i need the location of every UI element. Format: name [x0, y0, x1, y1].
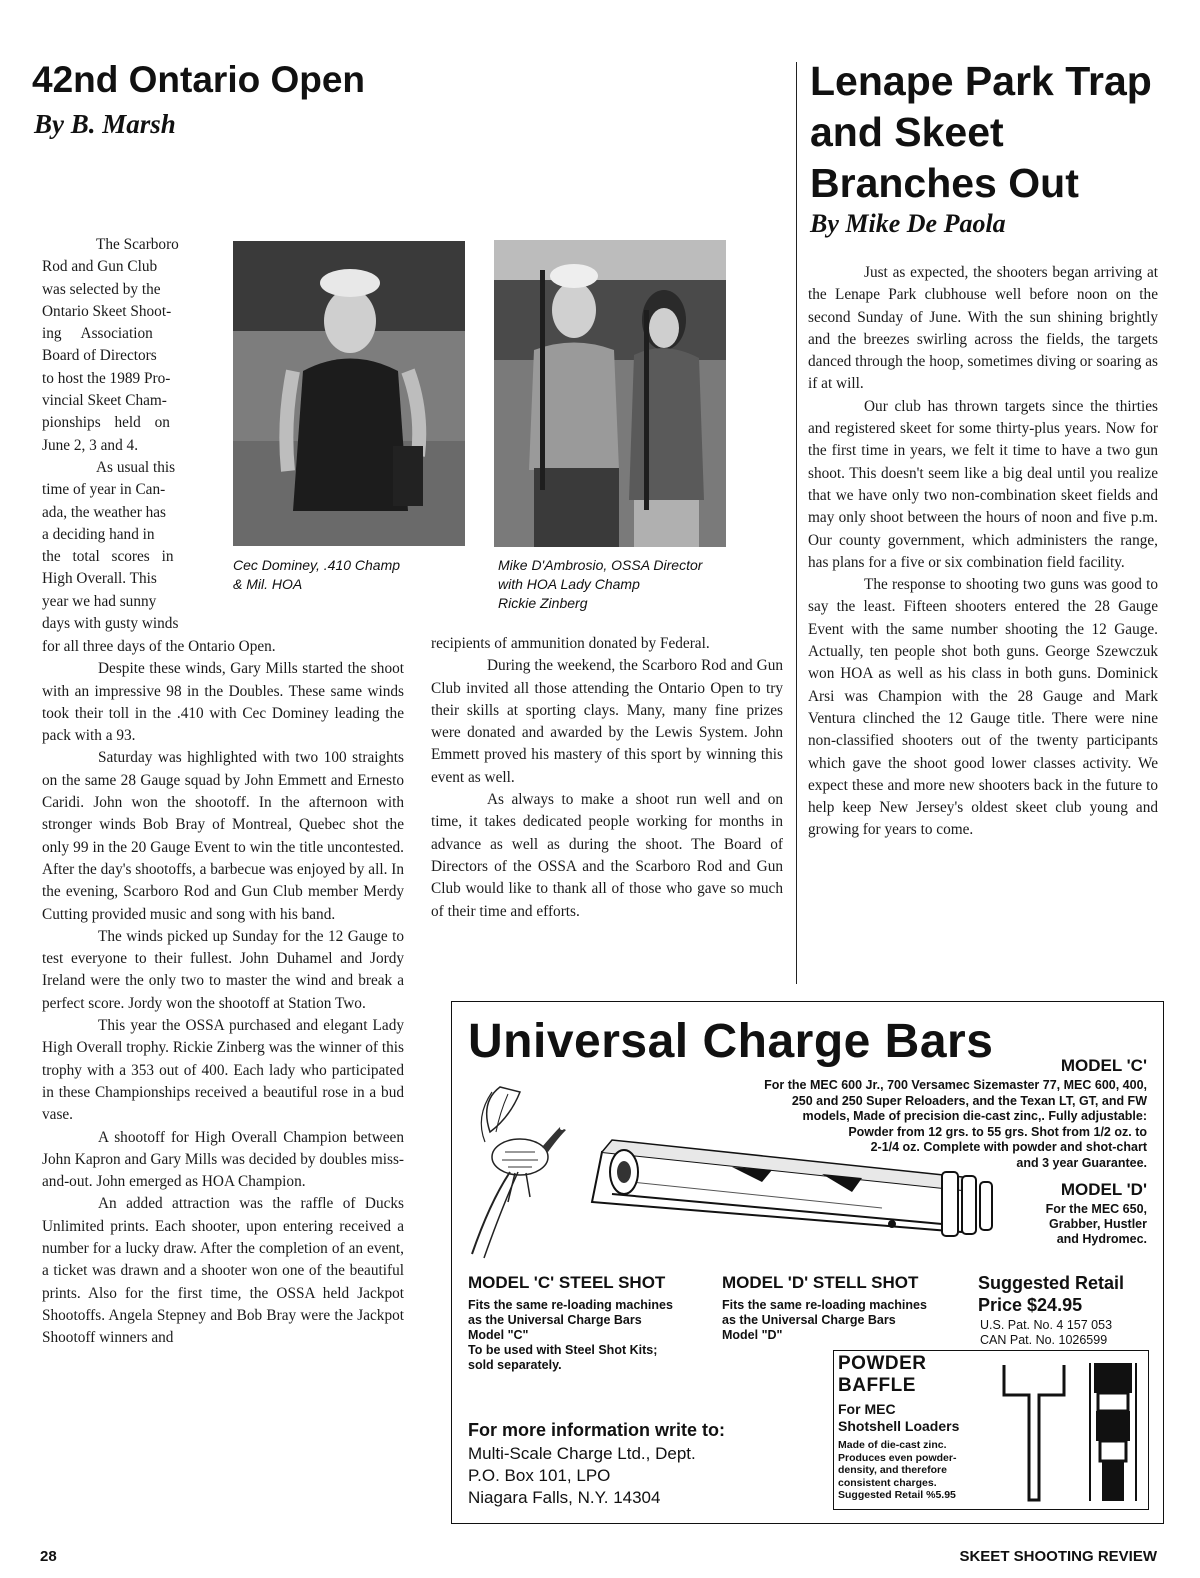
- steel-d-description: [722, 1298, 972, 1343]
- left-paragraph: The winds picked up Sunday for the 12 Gauge to test everyone to their fullest. John Duhamel and Jordy Ireland were the only two to master the wind and break a perfect score. Jordy won the shootoff at Station Two.: [42, 927, 404, 1012]
- patent-line: CAN Pat. No. 1026599: [980, 1333, 1108, 1347]
- pheasant-illustration: [460, 1072, 570, 1262]
- left-intro-column: [42, 234, 204, 635]
- model-c-line: models, Made of precision die-cast zinc,. Fully adjustable:: [802, 1109, 1147, 1123]
- caption-line: & Mil. HOA: [233, 576, 303, 592]
- model-c-heading: MODEL 'C': [1060, 1056, 1147, 1075]
- photo1-caption: [233, 556, 463, 594]
- baffle-sub-line: Shotshell Loaders: [838, 1418, 960, 1434]
- steel-d-line: Fits the same re-loading machines: [722, 1298, 927, 1312]
- right-headline-line: and Skeet: [810, 109, 1004, 155]
- retail-price: Price $24.95: [978, 1295, 1083, 1315]
- steel-d-heading: MODEL 'D' STELL SHOT: [722, 1273, 919, 1292]
- intro-line: to host the 1989 Pro-: [42, 369, 171, 387]
- middle-paragraph: As always to make a shoot run well and on time, it takes dedicated people working for months in advance as well as during the shoot. The Board of Directors of the OSSA and the Scarboro Rod and Gun Club would like to thank all of those who gave so much of their time and efforts.: [431, 791, 783, 920]
- steel-c-line: Fits the same re-loading machines: [468, 1298, 673, 1312]
- right-headline-line: Lenape Park Trap: [810, 58, 1152, 104]
- baffle-details: [838, 1439, 956, 1502]
- caption-line: Rickie Zinberg: [498, 595, 588, 611]
- model-d-line: and Hydromec.: [1056, 1232, 1147, 1246]
- advertisement-box: [451, 1001, 1164, 1524]
- intro-line: vincial Skeet Cham-: [42, 392, 167, 410]
- intro-line: High Overall. This: [42, 570, 157, 588]
- steel-c-line: To be used with Steel Shot Kits;: [468, 1343, 658, 1357]
- caption-line: with HOA Lady Champ: [498, 576, 640, 592]
- left-paragraph: A shootoff for High Overall Champion between John Kapron and Gary Mills was decided by doubles miss-and-out. John emerged as HOA Champion.: [42, 1128, 404, 1191]
- intro-line: ing Association: [42, 325, 153, 343]
- intro-line: Ontario Skeet Shoot-: [42, 302, 172, 320]
- photo-cec-dominey: [233, 241, 465, 546]
- caption-line: Mike D'Ambrosio, OSSA Director: [498, 557, 703, 573]
- info-line: Niagara Falls, N.Y. 14304: [468, 1488, 661, 1507]
- baffle-small-line: Made of die-cast zinc.: [838, 1439, 947, 1451]
- intro-line: a deciding hand in: [42, 525, 155, 543]
- intro-line: ada, the weather has: [42, 503, 167, 521]
- caption-line: Cec Dominey, .410 Champ: [233, 557, 401, 573]
- baffle-title-line: POWDER: [838, 1353, 927, 1374]
- right-column: [808, 262, 1158, 842]
- model-d-description: [987, 1202, 1147, 1247]
- steel-d-line: Model "D": [722, 1328, 783, 1342]
- patent-numbers: [980, 1318, 1112, 1348]
- baffle-sub-line: For MEC: [838, 1401, 896, 1417]
- baffle-small-line: Suggested Retail %5.95: [838, 1489, 956, 1501]
- model-d-heading: MODEL 'D': [1060, 1180, 1147, 1199]
- model-d-line: Grabber, Hustler: [1049, 1217, 1147, 1231]
- left-paragraph: Despite these winds, Gary Mills started the shoot with an impressive 98 in the Doubles. These same winds took their toll in the .410 with Cec Dominey leading the pack with a 93.: [42, 660, 404, 745]
- left-headline: 42nd Ontario Open: [32, 59, 366, 100]
- middle-paragraph: recipients of ammunition donated by Federal.: [431, 635, 710, 652]
- right-paragraph: The response to shooting two guns was good to say the least. Fifteen shooters entered the 28 Gauge Event with the same number shooting the 12 Gauge. Actually, ten people shot both guns. George Szewczuk won HOA as well as his class in both guns. Dominick Arsi was Champion with the 28 Gauge and Mark Ventura clinched the 12 Gauge title. There were nine non-classified shooters out of the twenty participants which gave the shoot good lower classes activity. We expect these and more new shooters back in the future to help keep New Jersey's oldest skeet club young and growing for years to come.: [808, 576, 1158, 839]
- model-c-line: For the MEC 600 Jr., 700 Versamec Sizemaster 77, MEC 600, 400,: [764, 1078, 1147, 1092]
- left-main-column: [42, 636, 404, 1350]
- page-number: 28: [40, 1548, 57, 1565]
- intro-line: Rod and Gun Club: [42, 258, 158, 276]
- left-middle-column: [431, 633, 783, 923]
- steel-c-line: Model "C": [468, 1328, 529, 1342]
- info-line: P.O. Box 101, LPO: [468, 1466, 611, 1485]
- intro-line: The Scarboro: [96, 236, 179, 253]
- ad-title: Universal Charge Bars: [468, 1015, 994, 1068]
- info-address: [468, 1443, 696, 1509]
- steel-c-line: as the Universal Charge Bars: [468, 1313, 642, 1327]
- right-byline: By Mike De Paola: [810, 209, 1006, 238]
- left-paragraph: An added attraction was the raffle of Ducks Unlimited prints. Each shooter, upon entering received a number for a lucky draw. After the completion of an event, a ticket was drawn and a shooter won one of the beautiful prints. Also for the first time, the OSSA held Jackpot Shootoffs. Angela Stepney and Bob Bray were the Jackpot Shootoff winners and: [42, 1195, 404, 1347]
- left-paragraph: This year the OSSA purchased and elegant Lady High Overall trophy. Rickie Zinberg was the winner of this trophy with a 353 out of 400. Each lady who participated in these Championships received a beautiful rose in a bud vase.: [42, 1017, 404, 1124]
- patent-line: U.S. Pat. No. 4 157 053: [980, 1318, 1113, 1332]
- baffle-title: [838, 1353, 927, 1397]
- column-divider: [796, 62, 797, 984]
- left-byline: By B. Marsh: [34, 109, 176, 139]
- model-c-line: and 3 year Guarantee.: [1016, 1155, 1147, 1170]
- baffle-small-line: Produces even powder-: [838, 1451, 957, 1464]
- photo2-caption: [498, 556, 738, 613]
- model-c-line: Powder from 12 grs. to 55 grs. Shot from 1/2 oz. to: [848, 1124, 1147, 1139]
- intro-line: Board of Directors: [42, 347, 157, 365]
- middle-paragraph: During the weekend, the Scarboro Rod and Gun Club invited all those attending the Ontario Open to try their skills at sporting clays. Many, many fine prizes were donated and awarded by the Lewis System. John Emmett proved his mastery of this sport by winning this event as well.: [431, 657, 783, 786]
- photo-cec-dominey-image: [233, 241, 465, 546]
- intro-line: June 2, 3 and 4.: [42, 436, 139, 454]
- intro-line: time of year in Can-: [42, 481, 166, 499]
- baffle-small-line: density, and therefore: [838, 1464, 947, 1476]
- model-c-line: 2-1/4 oz. Complete with powder and shot-chart: [870, 1140, 1147, 1154]
- powder-baffle-box: [833, 1350, 1149, 1510]
- info-heading: For more information write to:: [468, 1420, 726, 1440]
- info-line: Multi-Scale Charge Ltd., Dept.: [468, 1444, 696, 1463]
- steel-d-line: as the Universal Charge Bars: [722, 1313, 896, 1327]
- photo-dambrosio-zinberg-image: [494, 240, 726, 547]
- intro-line: year we had sunny: [42, 592, 157, 610]
- baffle-title-line: BAFFLE: [838, 1375, 916, 1396]
- intro-line: the total scores in: [42, 548, 174, 566]
- left-paragraph: Saturday was highlighted with two 100 straights on the same 28 Gauge squad by John Emmett and Ernesto Caridi. John won the shootoff. In the afternoon with stronger winds Bob Bray of Montreal, Quebec shot the only 99 in the 20 Gauge Event to win the title uncontested. After the day's shootoffs, a barbecue was enjoyed by all. In the evening, Scarboro Rod and Gun Club member Merdy Cutting provided music and song with his band.: [42, 749, 404, 923]
- steel-c-heading: MODEL 'C' STEEL SHOT: [468, 1273, 666, 1292]
- steel-c-line: sold separately.: [468, 1358, 562, 1372]
- steel-c-description: [468, 1298, 718, 1373]
- model-c-line: 250 and 250 Super Reloaders, and the Texan LT, GT, and FW: [791, 1093, 1147, 1108]
- intro-line: was selected by the: [42, 280, 161, 298]
- model-c-description: [677, 1078, 1147, 1171]
- right-headline: [810, 56, 1190, 209]
- publication-name: SKEET SHOOTING REVIEW: [959, 1548, 1157, 1565]
- right-paragraph: Just as expected, the shooters began arriving at the Lenape Park clubhouse well before noon on the second Sunday of June. With the sun shining brightly and the breezes swirling across the fields, the targets danced through the hoop, sometimes diving or soaring as if at will.: [808, 264, 1158, 393]
- baffle-small-line: consistent charges.: [838, 1476, 937, 1489]
- powder-baffle-illustration: [994, 1355, 1144, 1505]
- photo-dambrosio-zinberg: [494, 240, 726, 547]
- model-d-line: For the MEC 650,: [1045, 1202, 1147, 1216]
- right-paragraph: Our club has thrown targets since the thirties and registered skeet for some thirty-plus years. Now for the first time in years, we felt it time to have a two gun shoot. This doesn't seem like a big deal until you realize that we have only two non-combination skeet fields and may only shoot between the hours of noon and five p.m. Our county government, which administers the range, has plans for a five or six combination field facility.: [808, 397, 1158, 571]
- right-headline-line: Branches Out: [810, 160, 1079, 206]
- intro-line: days with gusty winds: [42, 615, 179, 633]
- left-paragraph: for all three days of the Ontario Open.: [42, 638, 276, 655]
- intro-line: pionships held on: [42, 414, 170, 432]
- intro-line: As usual this: [96, 458, 176, 476]
- baffle-subtitle: [838, 1401, 959, 1435]
- retail-heading: Suggested Retail: [978, 1273, 1125, 1293]
